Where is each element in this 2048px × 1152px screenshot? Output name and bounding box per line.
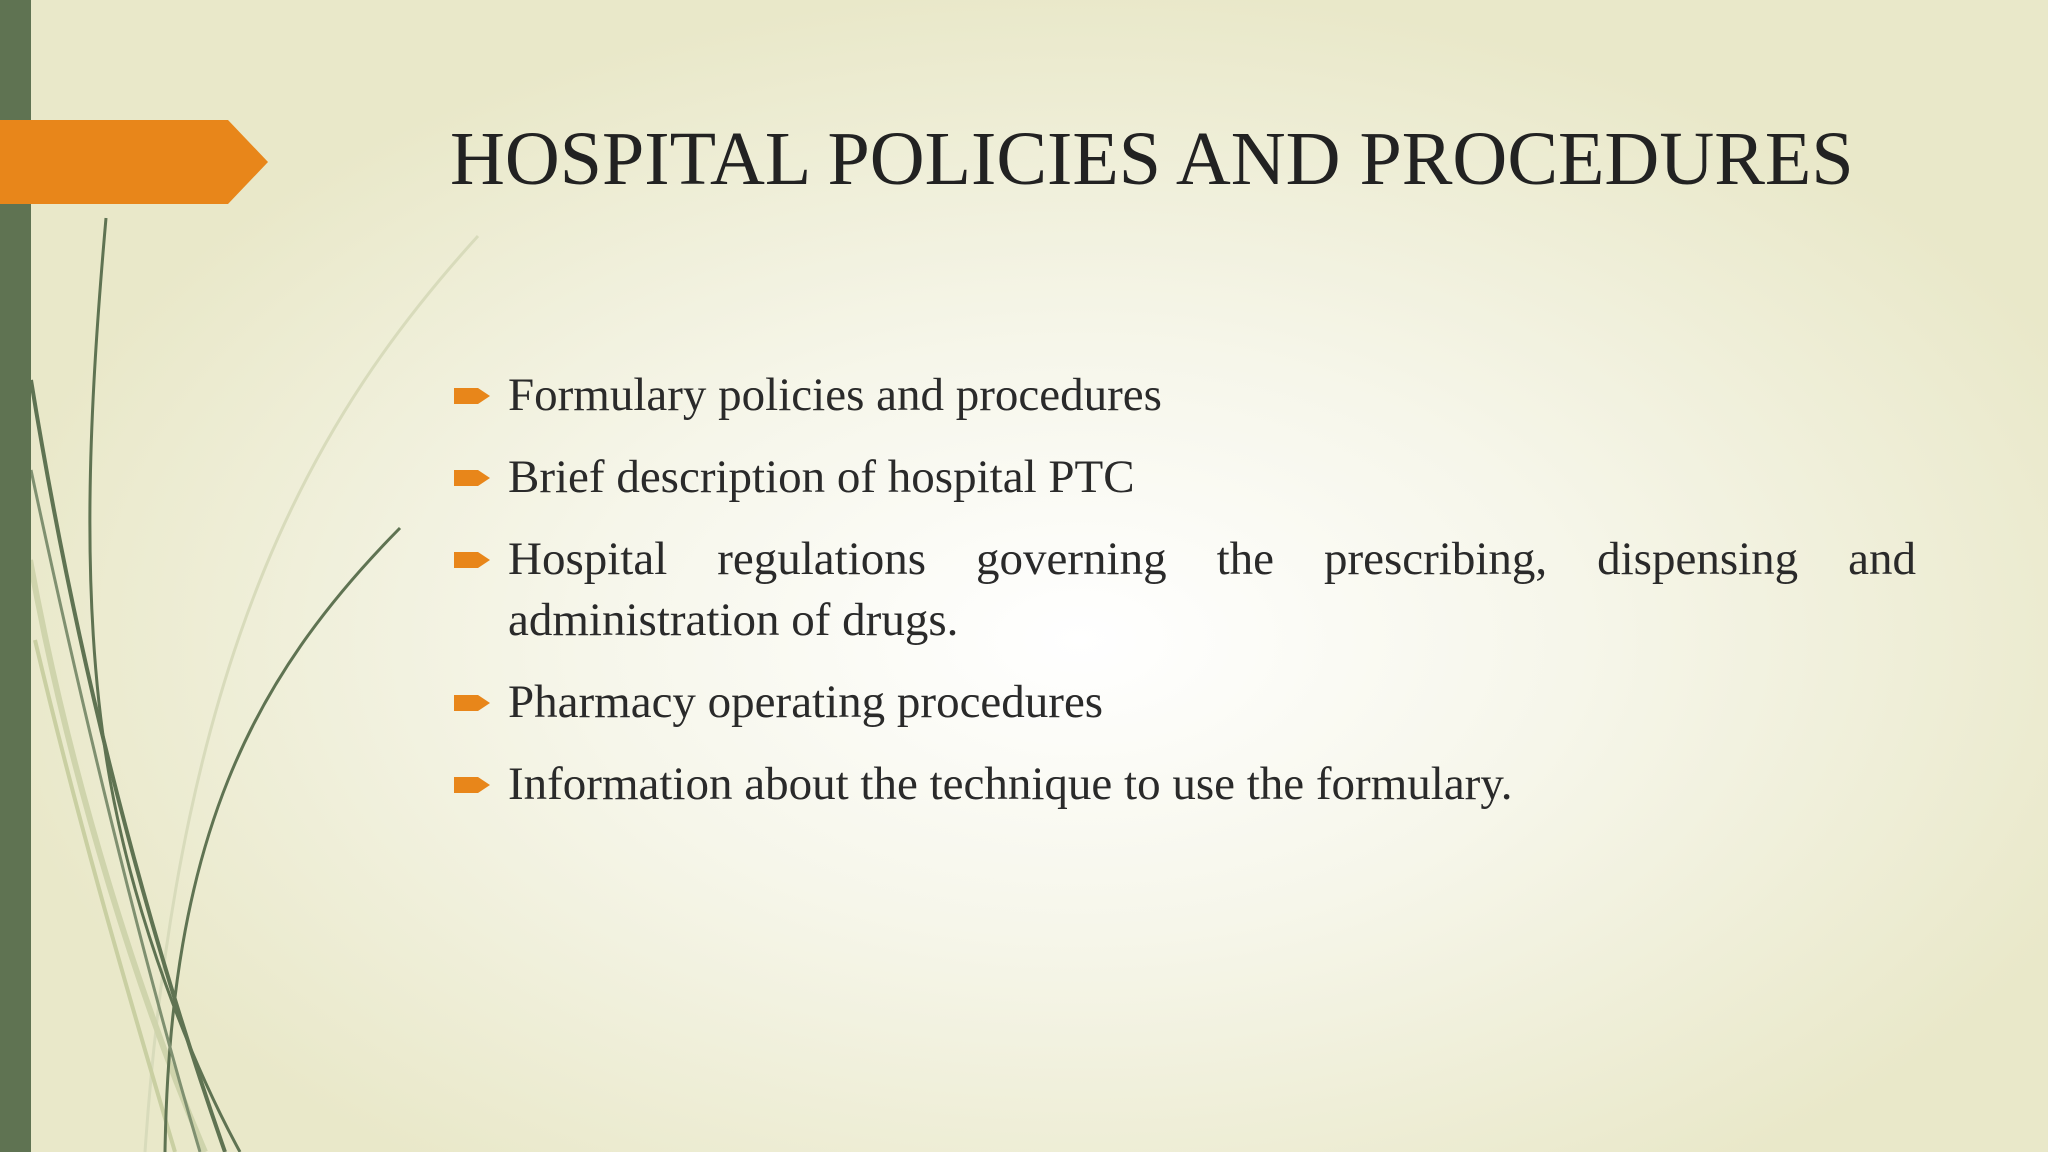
bullet-item <box>450 672 1916 733</box>
bullet-text: Brief description of hospital PTC <box>508 451 1135 503</box>
bullet-item <box>450 529 1916 651</box>
bullet-text: Formulary policies and procedures <box>508 369 1162 421</box>
grass-stroke-3 <box>165 528 400 1152</box>
arrow-right-icon <box>454 467 492 489</box>
bullet-item <box>450 754 1916 815</box>
slide-title: HOSPITAL POLICIES AND PROCEDURES <box>450 117 1854 201</box>
arrow-right-icon <box>454 385 492 407</box>
bullet-item <box>450 447 1916 508</box>
bullet-list <box>450 365 1916 836</box>
arrow-right-icon <box>454 774 492 796</box>
grass-stroke-1 <box>90 218 240 1152</box>
grass-stroke-faint-2 <box>30 560 205 1152</box>
grass-stroke-faint-1 <box>145 236 478 1152</box>
arrow-right-icon <box>454 549 492 571</box>
grass-stroke-faint-3 <box>35 640 175 1152</box>
bullet-item <box>450 365 1916 426</box>
arrow-right-icon <box>454 692 492 714</box>
bullet-text: Information about the technique to use the formulary. <box>508 758 1513 810</box>
grass-stroke-2 <box>31 380 225 1152</box>
bullet-text: Hospital regulations governing the prescribing, dispensing and administration of drugs. <box>508 533 1916 646</box>
bullet-text: Pharmacy operating procedures <box>508 676 1104 728</box>
title-arrow-icon <box>0 120 268 204</box>
